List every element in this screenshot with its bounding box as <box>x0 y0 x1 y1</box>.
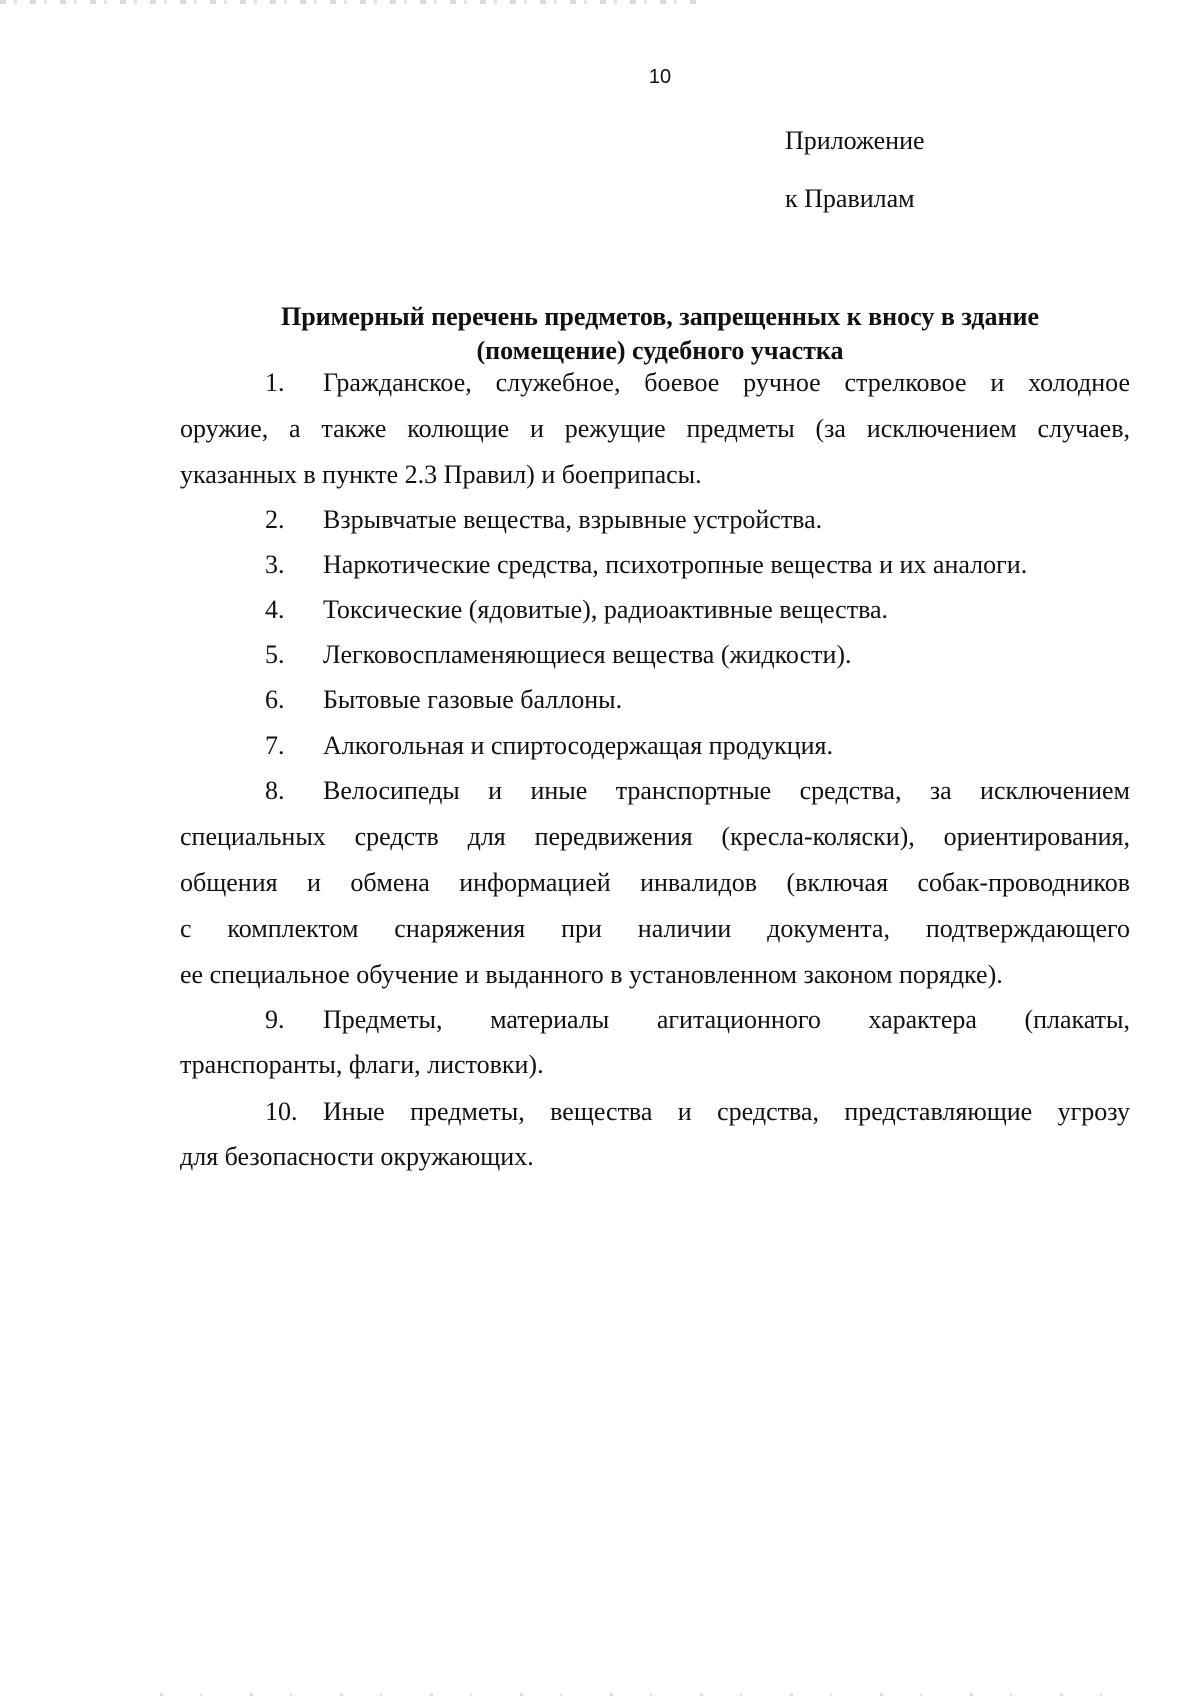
list-item-text: Взрывчатые вещества, взрывные устройства. <box>323 505 823 534</box>
list-item-number: 5. <box>265 640 285 669</box>
list-item-1-line-1 <box>265 368 1130 398</box>
list-item-number: 10. <box>265 1097 298 1126</box>
list-item-8-line-3: общения и обмена информацией инвалидов (включая собак-проводников <box>180 868 1130 897</box>
list-item-text: Гражданское, служебное, боевое ручное стрелковое и холодное <box>323 368 1130 397</box>
list-item-9-line-2: транспоранты, флаги, листовки). <box>180 1050 544 1079</box>
list-item-8-line-1 <box>265 776 1130 806</box>
list-item-number: 2. <box>265 505 285 534</box>
appendix-reference: к Правилам <box>785 184 915 213</box>
list-item-8-line-5: ее специальное обучение и выданного в установленном законом порядке). <box>180 960 1003 989</box>
list-item-4 <box>265 595 888 625</box>
list-item-text: Бытовые газовые баллоны. <box>323 685 623 714</box>
list-item-10-line-2: для безопасности окружающих. <box>180 1142 534 1171</box>
list-item-7 <box>265 731 833 761</box>
list-item-text: Алкогольная и спиртосодержащая продукция. <box>323 731 833 760</box>
appendix-label: Приложение <box>785 126 925 155</box>
list-item-number: 9. <box>265 1005 285 1034</box>
page-number: 10 <box>648 66 672 88</box>
list-item-number: 4. <box>265 595 285 624</box>
list-item-text: Велосипеды и иные транспортные средства, за исключением <box>323 776 1130 805</box>
list-item-text: Иные предметы, вещества и средства, представляющие угрозу <box>323 1097 1130 1126</box>
list-item-8-line-2: специальных средств для передвижения (кресла-коляски), ориентирования, <box>180 822 1130 851</box>
list-item-2 <box>265 505 822 535</box>
list-item-5 <box>265 640 852 670</box>
scan-artifact-bottom <box>160 1693 1120 1696</box>
list-item-text: Токсические (ядовитые), радиоактивные вещества. <box>323 595 889 624</box>
document-title-line-1: Примерный перечень предметов, запрещенных к вносу в здание <box>280 302 1039 331</box>
list-item-number: 3. <box>265 550 285 579</box>
document-title-line-2: (помещение) судебного участка <box>476 336 844 365</box>
list-item-number: 6. <box>265 685 285 714</box>
list-item-3 <box>265 550 1027 580</box>
scan-artifact-top <box>0 0 700 4</box>
list-item-8-line-4: с комплектом снаряжения при наличии документа, подтверждающего <box>180 914 1130 943</box>
list-item-6 <box>265 685 622 715</box>
list-item-1-line-2: оружие, а также колющие и режущие предметы (за исключением случаев, <box>180 414 1130 443</box>
list-item-number: 8. <box>265 776 285 805</box>
list-item-number: 1. <box>265 368 285 397</box>
list-item-9-line-1 <box>265 1005 1130 1035</box>
list-item-number: 7. <box>265 731 285 760</box>
list-item-1-line-3: указанных в пункте 2.3 Правил) и боеприпасы. <box>180 460 702 489</box>
list-item-text: Легковоспламеняющиеся вещества (жидкости). <box>323 640 852 669</box>
list-item-text: Наркотические средства, психотропные вещества и их аналоги. <box>323 550 1028 579</box>
list-item-10-line-1 <box>265 1097 1130 1127</box>
list-item-text: Предметы, материалы агитационного характера (плакаты, <box>323 1005 1130 1034</box>
